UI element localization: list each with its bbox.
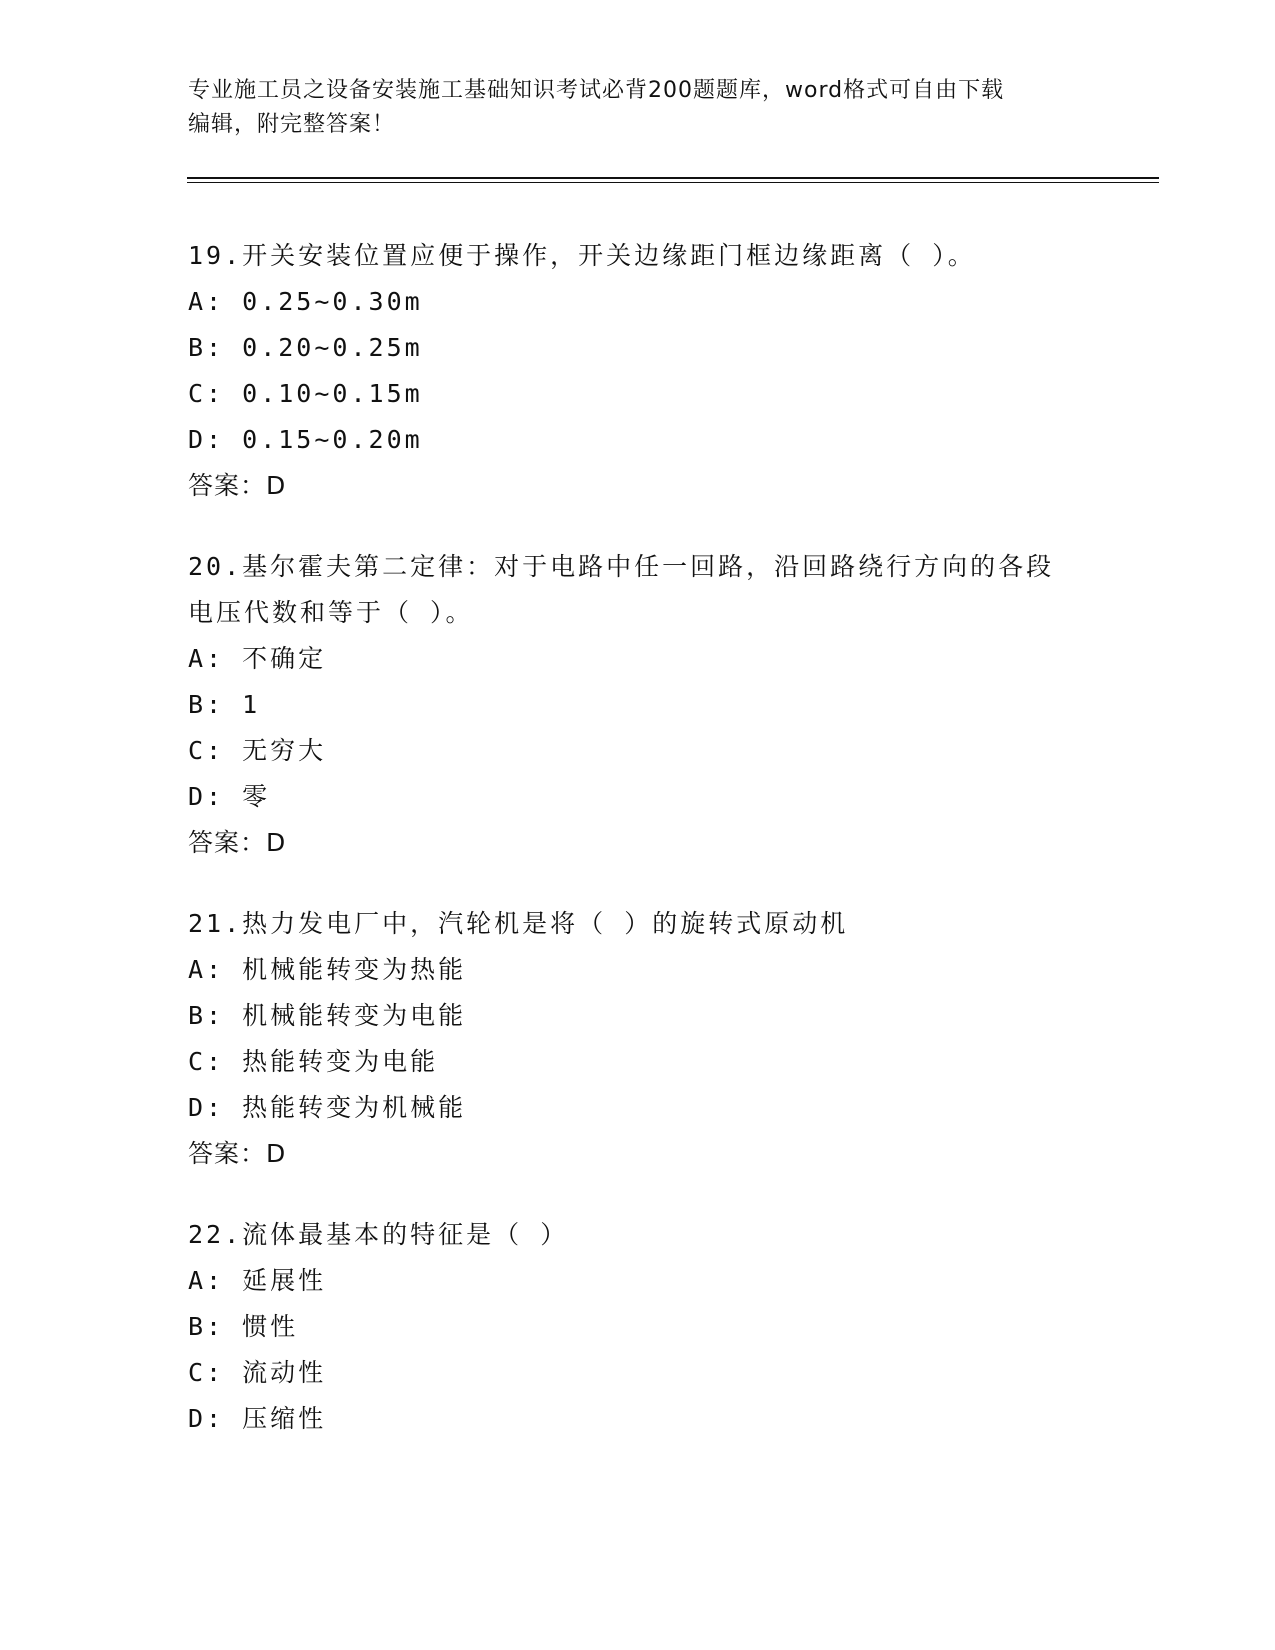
question-stem: 21.热力发电厂中，汽轮机是将（ ）的旋转式原动机 [188,909,849,938]
option-c: C: 无穷大 [188,736,327,765]
question-21 [188,901,1088,1177]
option-d: D: 压缩性 [188,1404,327,1433]
question-stem: 20.基尔霍夫第二定律：对于电路中任一回路，沿回路绕行方向的各段电压代数和等于（ ）。 [188,552,1055,627]
option-c: C: 0.10~0.15m [188,379,423,408]
question-stem: 19.开关安装位置应便于操作，开关边缘距门框边缘距离（ ）。 [188,241,976,270]
question-stem: 22.流体最基本的特征是（ ） [188,1220,569,1249]
answer-line: 答案：D [188,1139,287,1168]
option-d: D: 零 [188,782,271,811]
option-b: B: 机械能转变为电能 [188,1001,467,1030]
option-c: C: 热能转变为电能 [188,1047,439,1076]
header-title-line-2: 编辑，附完整答案！ [188,112,396,137]
question-19 [188,233,1088,509]
option-a: A: 不确定 [188,644,327,673]
option-d: D: 热能转变为机械能 [188,1093,467,1122]
option-b: B: 1 [188,690,261,719]
question-22 [188,1212,1088,1442]
question-list [188,233,1088,1477]
question-20 [188,544,1088,866]
header-divider [187,177,1159,179]
header-title-line-1: 专业施工员之设备安装施工基础知识考试必背200题题库，word格式可自由下载 [188,78,1005,103]
header-divider-thin [187,182,1159,183]
option-c: C: 流动性 [188,1358,327,1387]
option-a: A: 延展性 [188,1266,327,1295]
option-a: A: 0.25~0.30m [188,287,423,316]
option-a: A: 机械能转变为热能 [188,955,467,984]
answer-line: 答案：D [188,471,287,500]
option-b: B: 0.20~0.25m [188,333,423,362]
answer-line: 答案：D [188,828,287,857]
option-d: D: 0.15~0.20m [188,425,423,454]
document-header [188,74,1088,142]
option-b: B: 惯性 [188,1312,299,1341]
